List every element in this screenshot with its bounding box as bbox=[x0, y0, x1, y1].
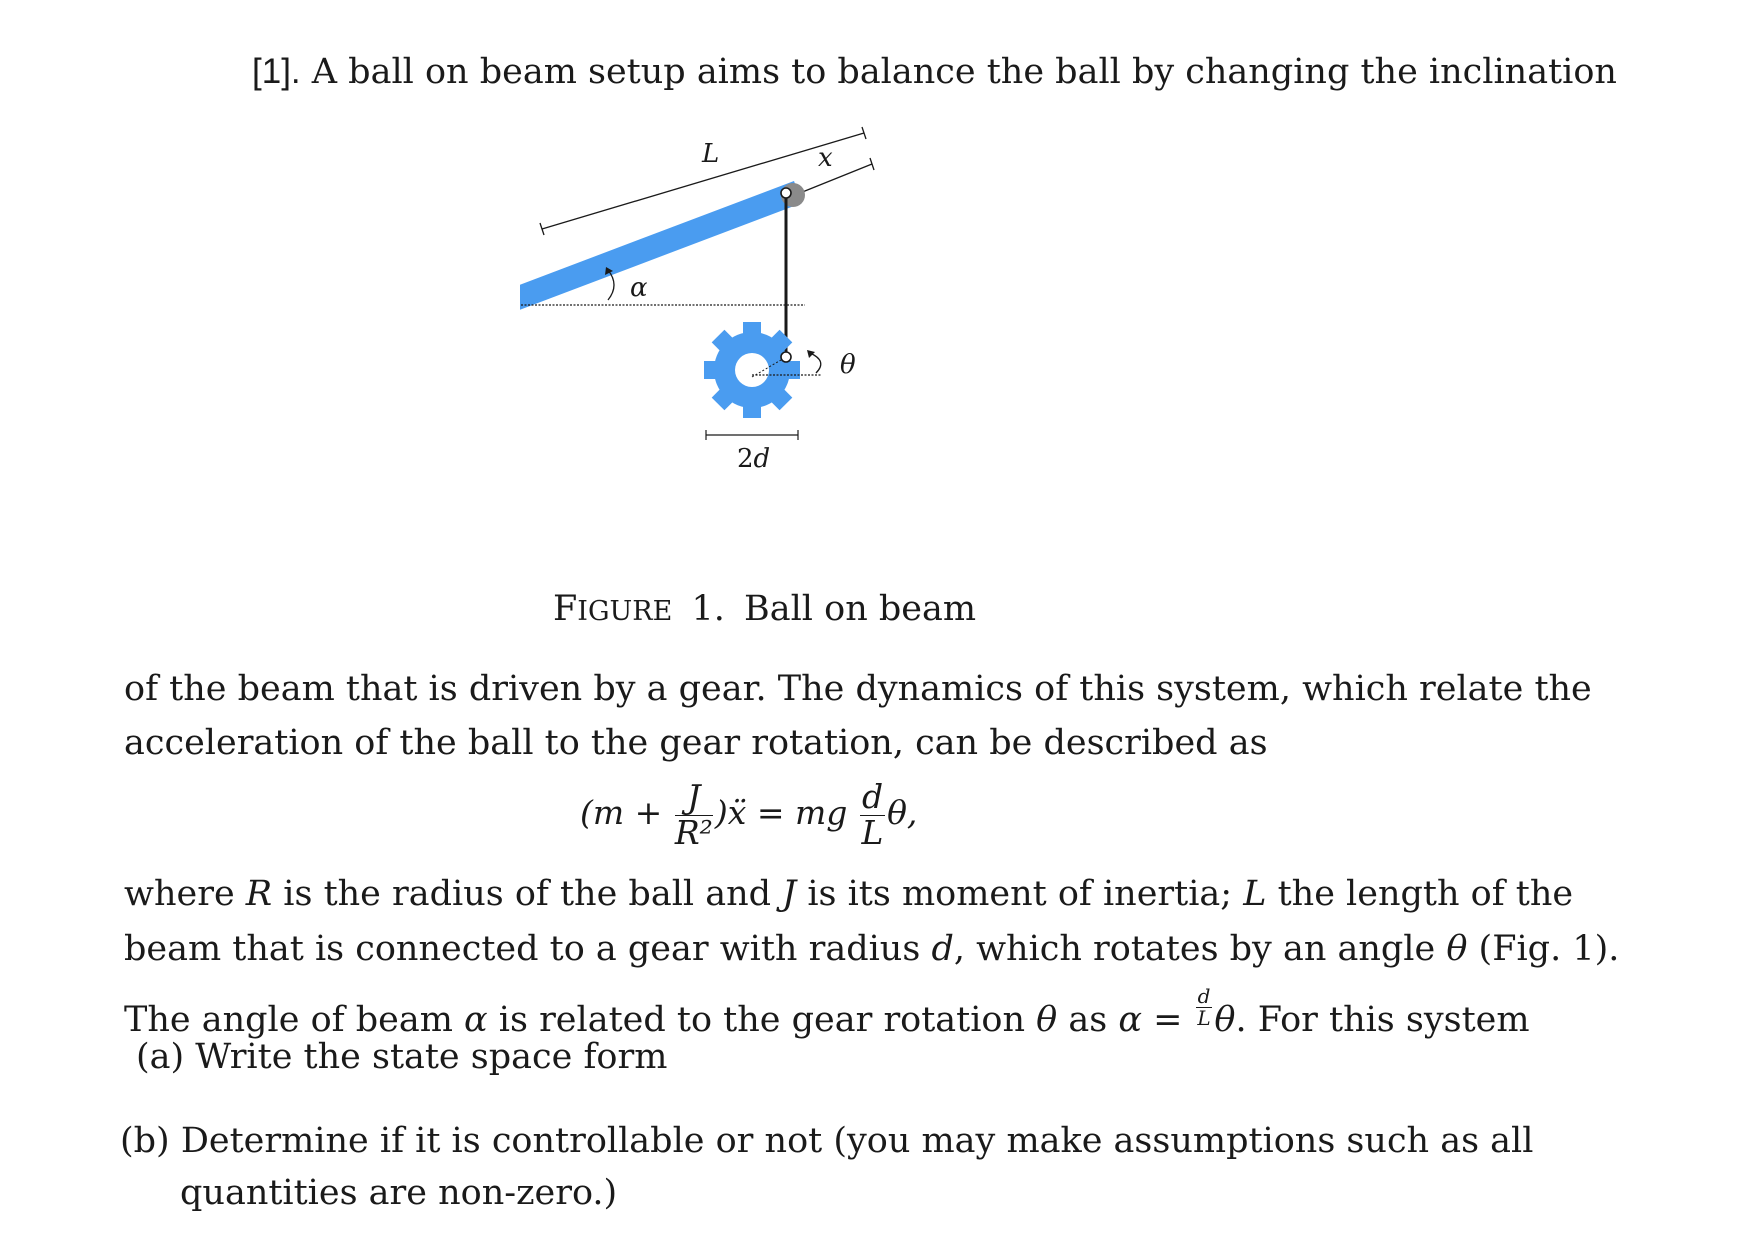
caption-text: Ball on beam bbox=[744, 589, 977, 629]
body-line-1: of the beam that is driven by a gear. The dynamics of this system, which relate the bbox=[124, 669, 1592, 709]
beam bbox=[520, 181, 802, 312]
eq-fraction-j-over-r2 bbox=[674, 777, 713, 852]
problem-number: [1]. bbox=[252, 52, 301, 91]
line5-text-a: The angle of beam bbox=[124, 1000, 465, 1040]
line5-var-theta: θ bbox=[1036, 1000, 1058, 1040]
caption-prefix: F bbox=[553, 589, 578, 629]
eq-fraction-d-over-l bbox=[860, 777, 885, 852]
problem-heading bbox=[252, 54, 1617, 90]
eq-rhs-tail: θ, bbox=[887, 793, 918, 833]
line5-var-theta2: θ bbox=[1214, 1000, 1236, 1040]
line5-var-alpha2: α bbox=[1118, 1000, 1142, 1040]
alpha-label: α bbox=[630, 273, 648, 303]
line5-frac-num: d bbox=[1197, 984, 1211, 1008]
line5-text-b: is related to the gear rotation bbox=[487, 1000, 1037, 1040]
caption-smallcaps: IGURE bbox=[577, 596, 673, 627]
caption-number: 1. bbox=[691, 589, 725, 629]
ball-on-beam-figure bbox=[520, 115, 920, 515]
gear-pivot bbox=[781, 352, 791, 362]
eq-frac2-num: d bbox=[861, 777, 884, 816]
line4-text-c: (Fig. 1). bbox=[1467, 929, 1620, 969]
line5-frac-den: L bbox=[1197, 1006, 1211, 1030]
part-a: (a) Write the state space form bbox=[136, 1037, 668, 1077]
eq-frac1-den: R² bbox=[674, 812, 713, 852]
eq-lhs-open: (m + bbox=[580, 793, 663, 833]
theta-label: θ bbox=[840, 350, 856, 380]
part-b-line-2: quantities are non-zero.) bbox=[180, 1173, 618, 1213]
part-b-line-1: (b) Determine if it is controllable or not (you may make assumptions such as all bbox=[120, 1121, 1534, 1161]
line5-var-alpha: α bbox=[464, 1000, 488, 1040]
gear-diameter-label: 2d bbox=[737, 444, 771, 474]
dynamics-equation bbox=[580, 777, 918, 852]
line5-text-c: as bbox=[1057, 1000, 1119, 1040]
body-line-2: acceleration of the ball to the gear rotation, can be described as bbox=[124, 723, 1268, 763]
line3-text-b: is the radius of the ball and bbox=[272, 874, 783, 914]
line3-var-r: R bbox=[245, 874, 273, 914]
eq-frac1-num: J bbox=[675, 780, 713, 816]
eq-frac2-den: L bbox=[861, 812, 884, 852]
gear bbox=[704, 322, 800, 418]
line4-text-b: , which rotates by an angle bbox=[953, 929, 1447, 969]
body-line-3 bbox=[124, 874, 1574, 914]
theta-arc bbox=[810, 353, 821, 373]
line3-text-d: the length of the bbox=[1266, 874, 1574, 914]
line4-var-theta: θ bbox=[1446, 929, 1468, 969]
line4-var-d: d bbox=[931, 929, 954, 969]
line5-fraction-d-over-l bbox=[1196, 986, 1213, 1029]
top-pivot bbox=[781, 188, 791, 198]
line4-text-a: beam that is connected to a gear with radius bbox=[124, 929, 932, 969]
eq-lhs-close: )ẍ = mg bbox=[714, 793, 848, 833]
problem-intro: A ball on beam setup aims to balance the ball by changing the inclination bbox=[311, 52, 1617, 92]
body-line-4 bbox=[124, 929, 1620, 969]
line3-var-j: J bbox=[782, 874, 797, 914]
x-label: x bbox=[818, 143, 833, 173]
length-label: L bbox=[702, 139, 720, 169]
line3-text-a: where bbox=[124, 874, 246, 914]
figure-caption bbox=[553, 589, 977, 629]
line3-text-c: is its moment of inertia; bbox=[796, 874, 1244, 914]
line5-text-d: . For this system bbox=[1235, 1000, 1530, 1040]
line3-var-l: L bbox=[1243, 874, 1267, 914]
body-line-5 bbox=[124, 986, 1530, 1038]
line5-equals: = bbox=[1141, 1000, 1194, 1040]
